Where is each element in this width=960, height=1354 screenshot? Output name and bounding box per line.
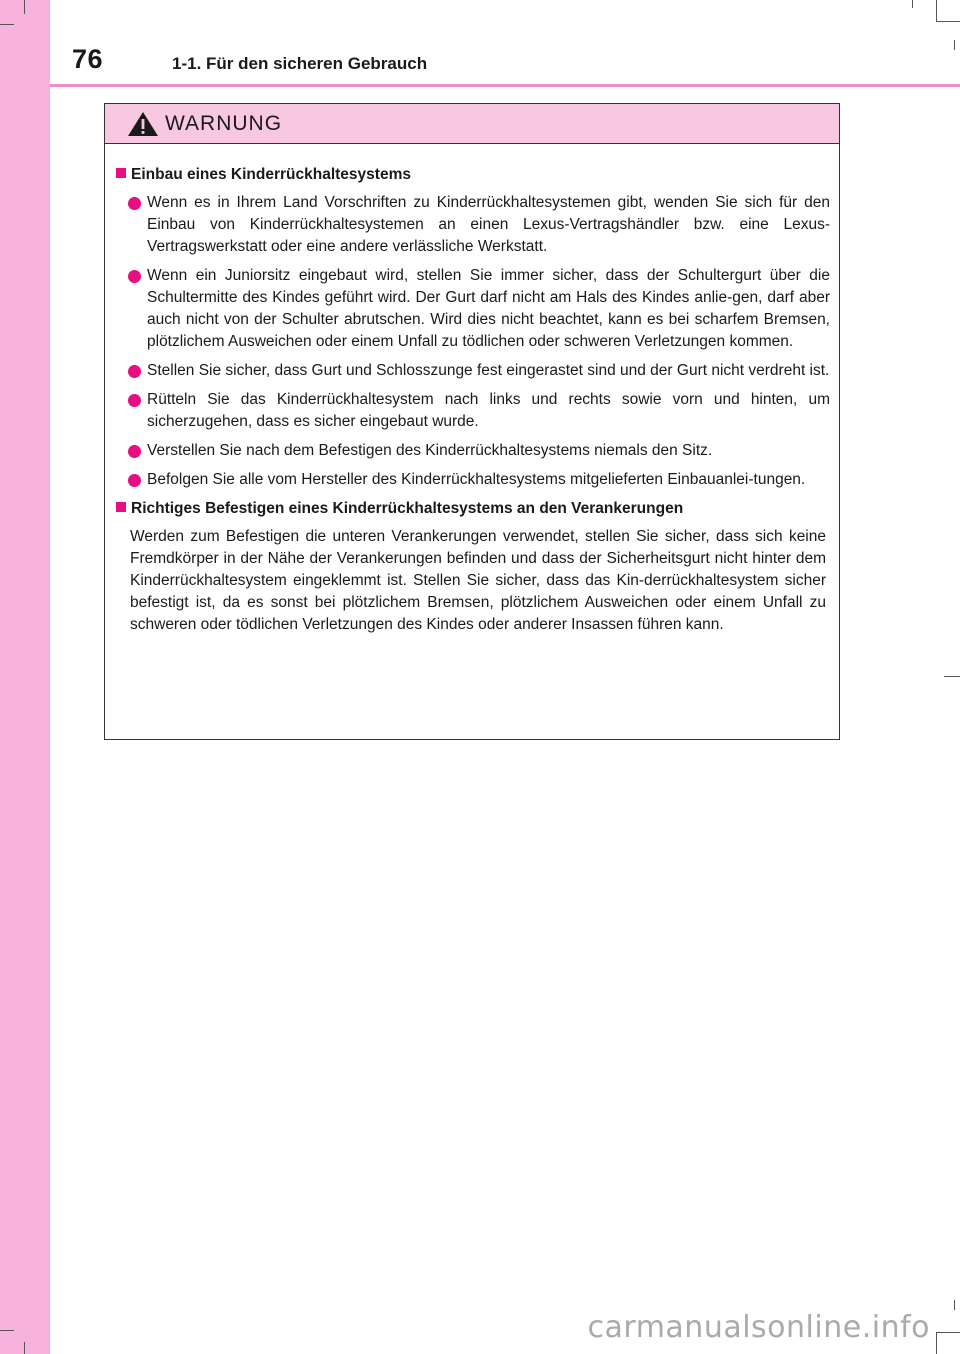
crop-mark <box>944 676 960 677</box>
crop-mark <box>0 1330 14 1331</box>
page-number: 76 <box>72 44 104 74</box>
topic-heading-text: Richtiges Befestigen eines Kinderrückhaltesystems an den Verankerungen <box>131 500 684 517</box>
topic-heading <box>116 164 830 186</box>
crop-mark <box>0 24 14 25</box>
list-item <box>128 265 830 353</box>
list-item <box>128 389 830 433</box>
crop-mark <box>954 40 955 50</box>
bullet-text: Wenn ein Juniorsitz eingebaut wird, stellen Sie immer sicher, dass der Schultergurt über die Schultermitte des Kindes geführt wird. Der Gurt darf nicht am Hals des Kindes anlie-gen, darf aber auch nicht von der Schulter abrutschen. Wird dies nicht beachtet, kann es bei scharfem Bremsen, plötzlichem Ausweichen oder einem Unfall zu tödlichen oder schweren Verletzungen kommen. <box>147 267 830 350</box>
topic-heading <box>116 498 830 520</box>
square-bullet-icon <box>116 168 126 178</box>
warning-paragraph: Werden zum Befestigen die unteren Verankerungen verwendet, stellen Sie sicher, dass sich keine Fremdkörper in der Nähe der Verankerungen befinden und dass der Sicherheitsgurt nicht hinter dem Kinderrückhaltesystem eingeklemmt ist. Stellen Sie sicher, dass das Kin-derrückhaltesystem sicher befestigt ist, da es sonst bei plötzlichem Bremsen, plötzlichem Ausweichen oder einem Unfall zu schweren oder tödlichen Verletzungen des Kindes oder anderer Insassen führen kann. <box>130 528 826 633</box>
crop-mark <box>954 1300 955 1310</box>
crop-mark <box>912 0 913 8</box>
circle-bullet-icon <box>128 365 141 378</box>
square-bullet-icon <box>116 502 126 512</box>
circle-bullet-icon <box>128 394 141 407</box>
list-item <box>128 192 830 258</box>
crop-mark <box>24 1342 25 1354</box>
warning-title: WARNUNG <box>165 111 283 135</box>
topic-heading-text: Einbau eines Kinderrückhaltesystems <box>131 166 411 183</box>
list-item <box>128 469 830 491</box>
bullet-text: Wenn es in Ihrem Land Vorschriften zu Kinderrückhaltesystemen gibt, wenden Sie sich für den Einbau von Kinderrückhaltesystemen an einen Lexus-Vertragshändler bzw. eine Lexus-Vertragswerkstatt oder eine andere verlässliche Werkstatt. <box>147 194 830 255</box>
section-title: 1-1. Für den sicheren Gebrauch <box>172 54 428 73</box>
watermark: carmanualsonline.info <box>587 1310 930 1345</box>
crop-mark <box>936 21 960 22</box>
circle-bullet-icon <box>128 197 141 210</box>
bullet-list <box>116 192 830 491</box>
circle-bullet-icon <box>128 270 141 283</box>
bullet-text: Rütteln Sie das Kinderrückhaltesystem nach links und rechts sowie vorn und hinten, um sicherzugehen, dass es sicher eingebaut wurde. <box>147 391 830 430</box>
bullet-text: Verstellen Sie nach dem Befestigen des Kinderrückhaltesystems niemals den Sitz. <box>147 442 713 459</box>
circle-bullet-icon <box>128 474 141 487</box>
warning-box <box>104 103 840 740</box>
bullet-text: Befolgen Sie alle vom Hersteller des Kinderrückhaltesystems mitgelieferten Einbauanlei-tungen. <box>147 471 806 488</box>
header-rule <box>50 84 960 87</box>
circle-bullet-icon <box>128 445 141 458</box>
side-color-bar <box>0 0 50 1354</box>
list-item <box>128 440 830 462</box>
warning-triangle-icon <box>127 111 159 137</box>
crop-mark <box>936 1332 960 1333</box>
list-item <box>128 360 830 382</box>
bullet-text: Stellen Sie sicher, dass Gurt und Schlosszunge fest eingerastet sind und der Gurt nicht verdreht ist. <box>147 362 830 379</box>
warning-header <box>105 104 839 144</box>
crop-mark <box>936 1332 937 1354</box>
warning-body <box>105 144 839 636</box>
crop-mark <box>24 0 25 14</box>
crop-mark <box>936 0 937 22</box>
